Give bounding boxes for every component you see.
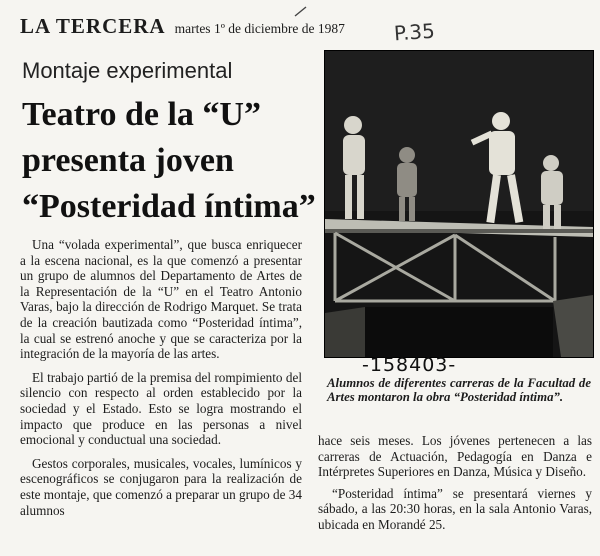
publication-date: martes 1º de diciembre de 1987 [174, 21, 345, 36]
article-body-left-column [20, 237, 302, 526]
article-kicker: Montaje experimental [22, 58, 233, 83]
article-body-right-column [318, 433, 592, 539]
photo-illustration [325, 51, 593, 357]
article-paragraph: “Posteridad íntima” se presentará viernes y sábado, a las 20:30 horas, en la sala Antonio Varas, ubicada en Morandé 25. [318, 485, 592, 532]
pen-mark-icon [293, 4, 309, 18]
article-paragraph: El trabajo partió de la premisa del rompimiento del silencio con respecto al orden establecido por la sociedad y el Estado. Esto se logra mostrando el impacto que produce en las personas a nivel emocional y conductual una sociedad. [20, 369, 302, 448]
article-paragraph: Gestos corporales, musicales, vocales, lumínicos y escenográficos se conjugaron para la realización de este montaje, que comenzó a preparar un grupo de 34 alumnos [20, 455, 302, 518]
headline-line: “Posteridad íntima” [22, 188, 316, 225]
stage-photo [324, 50, 594, 358]
photo-caption: Alumnos de diferentes carreras de la Facultad de Artes montaron la obra “Posteridad íntima”. [327, 376, 591, 404]
headline-line: presenta joven [22, 142, 234, 179]
headline-line: Teatro de la “U” [22, 96, 261, 133]
article-paragraph: Una “volada experimental”, que busca enriquecer a la escena nacional, es la que comenzó a presentar un grupo de alumnos del Departamento de Artes de la Representación de la “U” en el Teatro Antonio Varas, bajo la dirección de Rodrigo Marquet. Se trata de la creación bautizada como “Posteridad íntima”, la cual se estrenó anoche y que se caracteriza por la integración de la mayoría de las artes. [20, 237, 302, 362]
article-paragraph: hace seis meses. Los jóvenes pertenecen a las carreras de Actuación, Pedagogía en Danza e Intérpretes Superiores en Danza, Música y Diseño. [318, 433, 592, 480]
newspaper-name: LA TERCERA [20, 14, 166, 38]
photo-archive-number: -158403- [362, 354, 457, 376]
article-headline [22, 92, 322, 230]
handwritten-page-reference: P.35 [393, 18, 436, 46]
